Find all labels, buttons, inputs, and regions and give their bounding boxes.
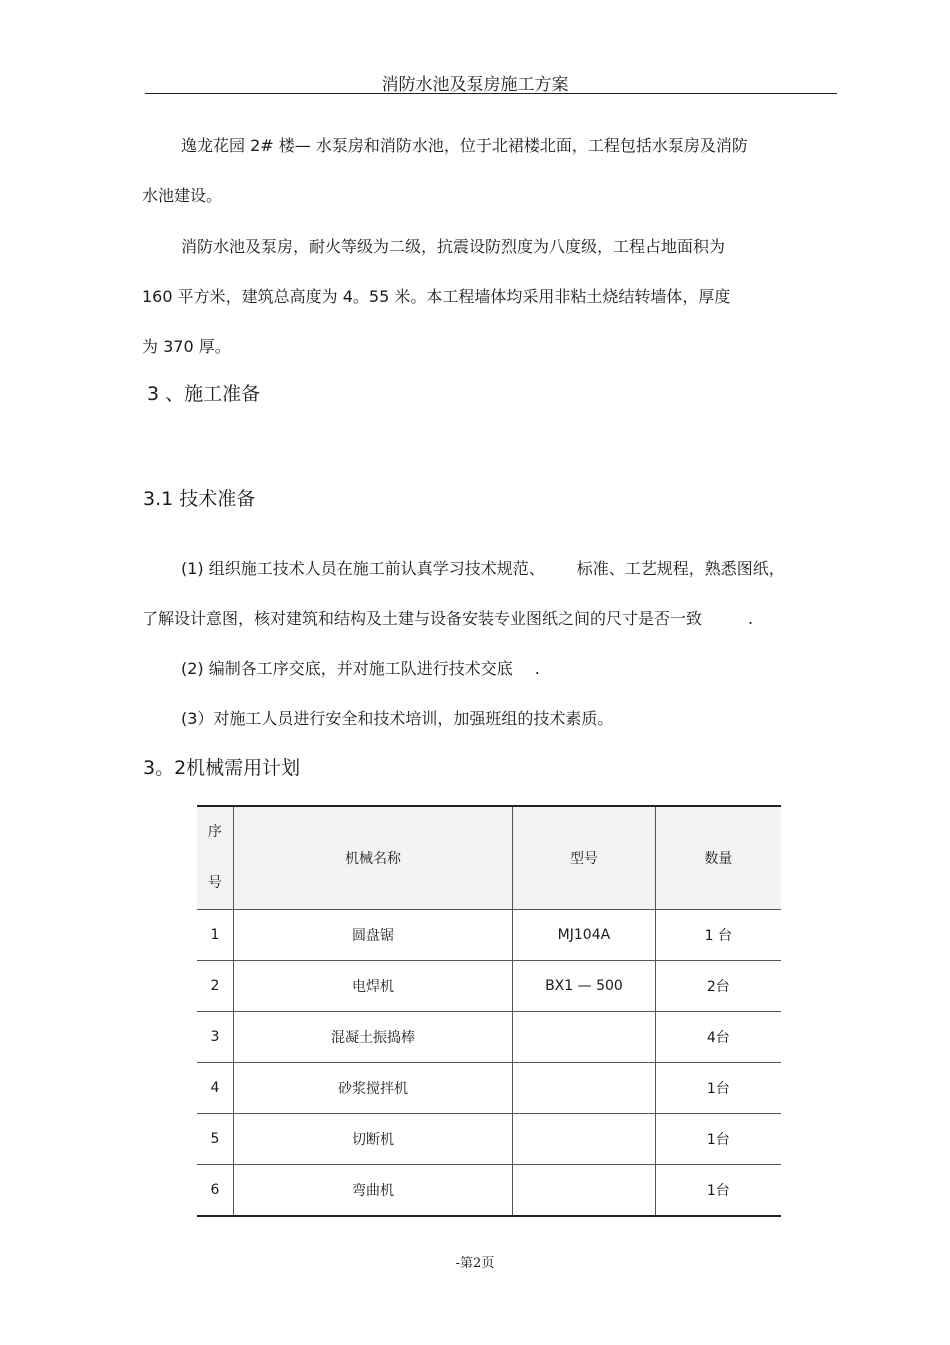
page-number: -第2页 [455, 1256, 495, 1271]
row-name: 圆盘锯 [233, 910, 512, 961]
tech-item-2-text: (2) 编制各工序交底，并对施工队进行技术交底 [181, 659, 513, 678]
header-qty: 数量 [655, 806, 781, 910]
table-row [197, 961, 781, 1012]
tech-item-1-line-2-part-a: 了解设计意图，核对建筑和结构及土建与设备安装专业图纸之间的尺寸是否一致 [142, 609, 703, 628]
tech-item-3: (3）对施工人员进行安全和技术培训，加强班组的技术素质。 [181, 709, 614, 728]
row-seq: 3 [197, 1012, 233, 1063]
row-qty: 1台 [655, 1114, 781, 1165]
tech-item-1-line-1-part-b: 标准、工艺规程，熟悉图纸， [576, 559, 785, 578]
tech-item-2-period: . [534, 659, 540, 678]
table-row [197, 1063, 781, 1114]
row-seq: 1 [197, 910, 233, 961]
row-qty: 4台 [655, 1012, 781, 1063]
intro-paragraph-2-line-2: 160 平方米，建筑总高度为 4。55 米。本工程墙体均采用非粘土烧结转墙体，厚度 [142, 287, 731, 306]
row-seq: 5 [197, 1114, 233, 1165]
header-seq [197, 806, 233, 910]
row-model [513, 1012, 655, 1063]
intro-paragraph-2-line-1: 消防水池及泵房，耐火等级为二级，抗震设防烈度为八度级，工程占地面积为 [181, 237, 726, 256]
table-row [197, 1012, 781, 1063]
tech-item-2 [181, 656, 540, 679]
table-row [197, 910, 781, 961]
row-model [513, 1063, 655, 1114]
row-model: MJ104A [513, 910, 655, 961]
row-qty: 2台 [655, 961, 781, 1012]
tech-item-1-line-2-part-b: . [748, 609, 754, 628]
table-row [197, 1165, 781, 1217]
machinery-table [197, 805, 781, 1217]
row-qty: 1台 [655, 1165, 781, 1217]
tech-item-1-line-1 [181, 556, 785, 579]
row-model [513, 1114, 655, 1165]
tech-item-1-line-1-part-a: (1) 组织施工技术人员在施工前认真学习技术规范、 [181, 559, 545, 578]
header-model: 型号 [513, 806, 655, 910]
section-3-heading: 3 、施工准备 [147, 383, 261, 405]
header-seq-bottom: 号 [207, 875, 222, 891]
row-seq: 4 [197, 1063, 233, 1114]
row-name: 弯曲机 [233, 1165, 512, 1217]
table-header-row [197, 806, 781, 910]
row-qty: 1 台 [655, 910, 781, 961]
intro-paragraph-1-line-2: 水池建设。 [142, 186, 223, 205]
page-header-title: 消防水池及泵房施工方案 [381, 75, 569, 95]
row-name: 砂浆搅拌机 [233, 1063, 512, 1114]
header-divider [145, 93, 837, 94]
header-name: 机械名称 [233, 806, 512, 910]
row-model: BX1 — 500 [513, 961, 655, 1012]
row-qty: 1台 [655, 1063, 781, 1114]
tech-item-1-line-2 [142, 606, 753, 629]
row-seq: 6 [197, 1165, 233, 1217]
row-name: 混凝土振捣棒 [233, 1012, 512, 1063]
row-seq: 2 [197, 961, 233, 1012]
table-row [197, 1114, 781, 1165]
intro-paragraph-2-line-3: 为 370 厚。 [142, 337, 231, 356]
section-3-2-heading: 3。2机械需用计划 [143, 757, 301, 779]
row-name: 切断机 [233, 1114, 512, 1165]
row-name: 电焊机 [233, 961, 512, 1012]
section-3-1-heading: 3.1 技术准备 [143, 488, 256, 510]
row-model [513, 1165, 655, 1217]
intro-paragraph-1-line-1: 逸龙花园 2# 楼— 水泵房和消防水池，位于北裙楼北面，工程包括水泵房及消防 [181, 136, 748, 155]
header-seq-top: 序 [207, 824, 222, 840]
